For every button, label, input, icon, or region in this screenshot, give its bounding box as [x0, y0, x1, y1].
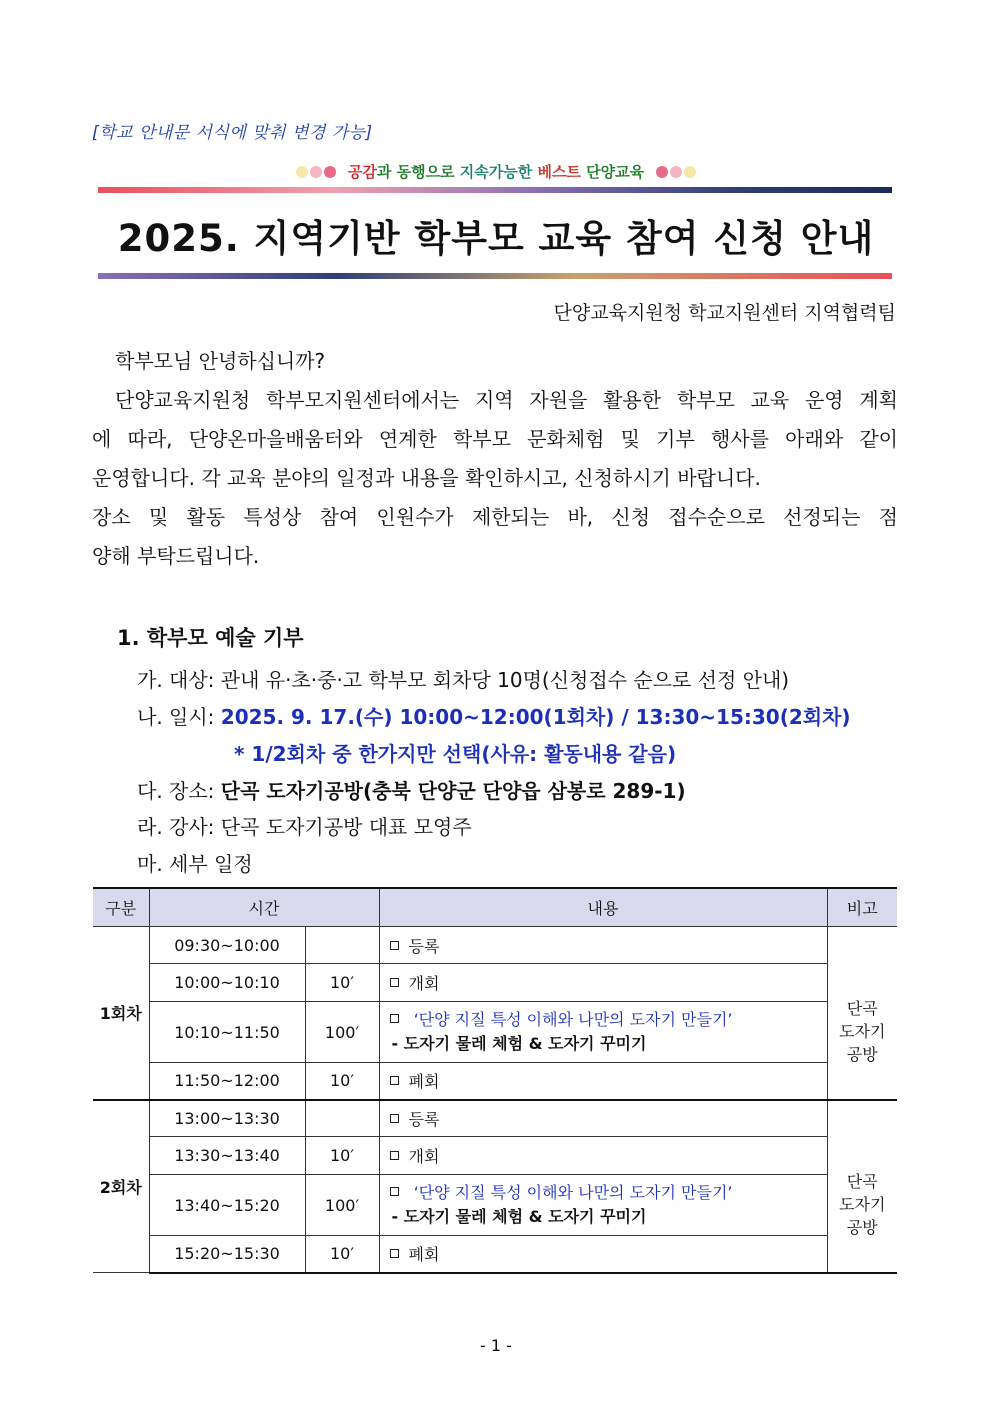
slogan-part: 동행 [396, 163, 426, 181]
teacher-label: 라. 강사: [137, 815, 221, 839]
content-cell [379, 1137, 827, 1175]
place-line [137, 775, 686, 804]
header-cell: 구분 [93, 888, 149, 927]
intro-line: 장소 및 활동 특성상 참여 인원수가 제한되는 바, 신청 접수순으로 선정되는 점 [92, 505, 898, 529]
table-row [93, 1137, 897, 1175]
table-row [93, 1002, 897, 1063]
program-title: ‘단양 지질 특성 이해와 나만의 도자기 만들기’ [413, 1183, 733, 1202]
slogan-part: 단양교육 [586, 163, 645, 181]
square-bullet-icon [390, 1014, 399, 1023]
slogan-part: 으로 [425, 163, 460, 181]
header-cell: 비고 [827, 888, 897, 927]
table-row [93, 1063, 897, 1100]
intro-line: 양해 부탁드립니다. [92, 544, 260, 568]
content-cell [379, 927, 827, 964]
time-cell: 13:40~15:20 [149, 1175, 305, 1236]
intro-line: 단양교육지원청 학부모지원센터에서는 지역 자원을 활용한 학부모 교육 운영 계획 [115, 388, 898, 412]
dot-icon [656, 166, 668, 178]
section-heading: 1. 학부모 예술 기부 [117, 626, 304, 650]
table-row [93, 1100, 897, 1137]
content-cell [379, 964, 827, 1002]
note-cell [827, 927, 897, 964]
square-bullet-icon [390, 1187, 399, 1196]
date-value: 2025. 9. 17.(수) 10:00~12:00(1회차) / 13:30~15:30(2회차) [220, 705, 851, 729]
note-line: 도자기 [839, 1021, 886, 1041]
square-bullet-icon [390, 1151, 399, 1160]
target-label: 가. 대상: [137, 668, 221, 692]
target-line [137, 664, 789, 693]
format-note: [학교 안내문 서식에 맞춰 변경 가능] [92, 123, 373, 143]
title-bottom-bar [98, 273, 892, 279]
dot-icon [310, 166, 322, 178]
time-cell: 09:30~10:00 [149, 927, 305, 964]
note-cell [827, 1100, 897, 1137]
dot-icon [684, 166, 696, 178]
time-cell: 10:10~11:50 [149, 1002, 305, 1063]
organization: 단양교육지원청 학교지원센터 지역협력팀 [553, 302, 896, 324]
page-title: 2025. 지역기반 학부모 교육 참여 신청 안내 [117, 217, 875, 260]
note-line: 도자기 [839, 1194, 886, 1214]
note-cell [827, 1137, 897, 1273]
slogan-part: 베스트 [537, 163, 587, 181]
place-label: 다. 장소: [137, 779, 221, 803]
slogan-part: 지속가능한 [459, 163, 538, 181]
session-name: 1회차 [93, 927, 149, 1100]
note-line: 단곡 [846, 998, 878, 1018]
time-cell: 10:00~10:10 [149, 964, 305, 1002]
greeting: 학부모님 안녕하십니까? [115, 349, 326, 373]
note-line: 공방 [846, 1044, 878, 1064]
date-note: * 1/2회차 중 한가지만 선택(사유: 활동내용 같음) [234, 742, 677, 766]
table-row [93, 964, 897, 1002]
schedule-table [93, 887, 897, 1274]
square-bullet-icon [390, 1249, 399, 1258]
duration-cell: 100′ [305, 1175, 379, 1236]
header-cell: 시간 [149, 888, 379, 927]
program-title: ‘단양 지질 특성 이해와 나만의 도자기 만들기’ [413, 1010, 733, 1029]
content-text: 개회 [408, 1147, 440, 1166]
intro-line: 운영합니다. 각 교육 분야의 일정과 내용을 확인하시고, 신청하시기 바랍니다. [92, 466, 761, 490]
session-name: 2회차 [93, 1100, 149, 1273]
table-row [93, 1236, 897, 1273]
content-text: 등록 [408, 1109, 440, 1129]
date-label: 나. 일시: [137, 705, 221, 729]
duration-cell: 10′ [305, 964, 379, 1002]
table-header-row [93, 888, 897, 927]
content-text: 개회 [408, 974, 440, 993]
square-bullet-icon [390, 978, 399, 987]
duration-cell [305, 927, 379, 964]
dot-icon [670, 166, 682, 178]
note-line: 공방 [846, 1217, 878, 1237]
content-cell [379, 1100, 827, 1137]
header-cell: 내용 [379, 888, 827, 927]
slogan-part: 공감 [347, 163, 377, 181]
teacher-value: 단곡 도자기공방 대표 모영주 [220, 815, 472, 839]
square-bullet-icon [390, 1076, 399, 1085]
place-value: 단곡 도자기공방(충북 단양군 단양읍 삼봉로 289-1) [220, 779, 686, 803]
content-text: 폐회 [408, 1245, 440, 1265]
dot-icon [324, 166, 336, 178]
table-row [93, 927, 897, 964]
content-cell [379, 1175, 827, 1236]
date-line [137, 701, 851, 730]
square-bullet-icon [390, 941, 399, 950]
duration-cell: 10′ [305, 1236, 379, 1273]
duration-cell [305, 1100, 379, 1137]
duration-cell: 100′ [305, 1002, 379, 1063]
time-cell: 13:00~13:30 [149, 1100, 305, 1137]
title-top-bar [98, 187, 892, 193]
target-value: 관내 유·초·중·고 학부모 회차당 10명(신청접수 순으로 선정 안내) [220, 668, 790, 692]
time-cell: 15:20~15:30 [149, 1236, 305, 1273]
program-subtitle: - 도자기 물레 체험 & 도자기 꾸미기 [391, 1034, 647, 1053]
intro [92, 342, 898, 576]
program-subtitle: - 도자기 물레 체험 & 도자기 꾸미기 [391, 1207, 647, 1226]
teacher-line [137, 811, 472, 840]
duration-cell: 10′ [305, 1137, 379, 1175]
content-cell [379, 1236, 827, 1273]
content-text: 등록 [408, 936, 440, 956]
table-row [93, 1175, 897, 1236]
dot-icon [296, 166, 308, 178]
content-cell [379, 1063, 827, 1100]
slogan-part: 과 [376, 163, 397, 181]
intro-line: 에 따라, 단양온마을배움터와 연계한 학부모 문화체험 및 기부 행사를 아래와 같이 [92, 427, 898, 451]
schedule-label: 마. 세부 일정 [137, 852, 253, 876]
note-line: 단곡 [846, 1171, 878, 1191]
duration-cell: 10′ [305, 1063, 379, 1100]
page-number: - 1 - [480, 1336, 512, 1355]
time-cell: 11:50~12:00 [149, 1063, 305, 1100]
content-cell [379, 1002, 827, 1063]
content-text: 폐회 [408, 1072, 440, 1092]
time-cell: 13:30~13:40 [149, 1137, 305, 1175]
slogan [0, 161, 992, 182]
square-bullet-icon [390, 1114, 399, 1123]
note-cell [827, 964, 897, 1100]
